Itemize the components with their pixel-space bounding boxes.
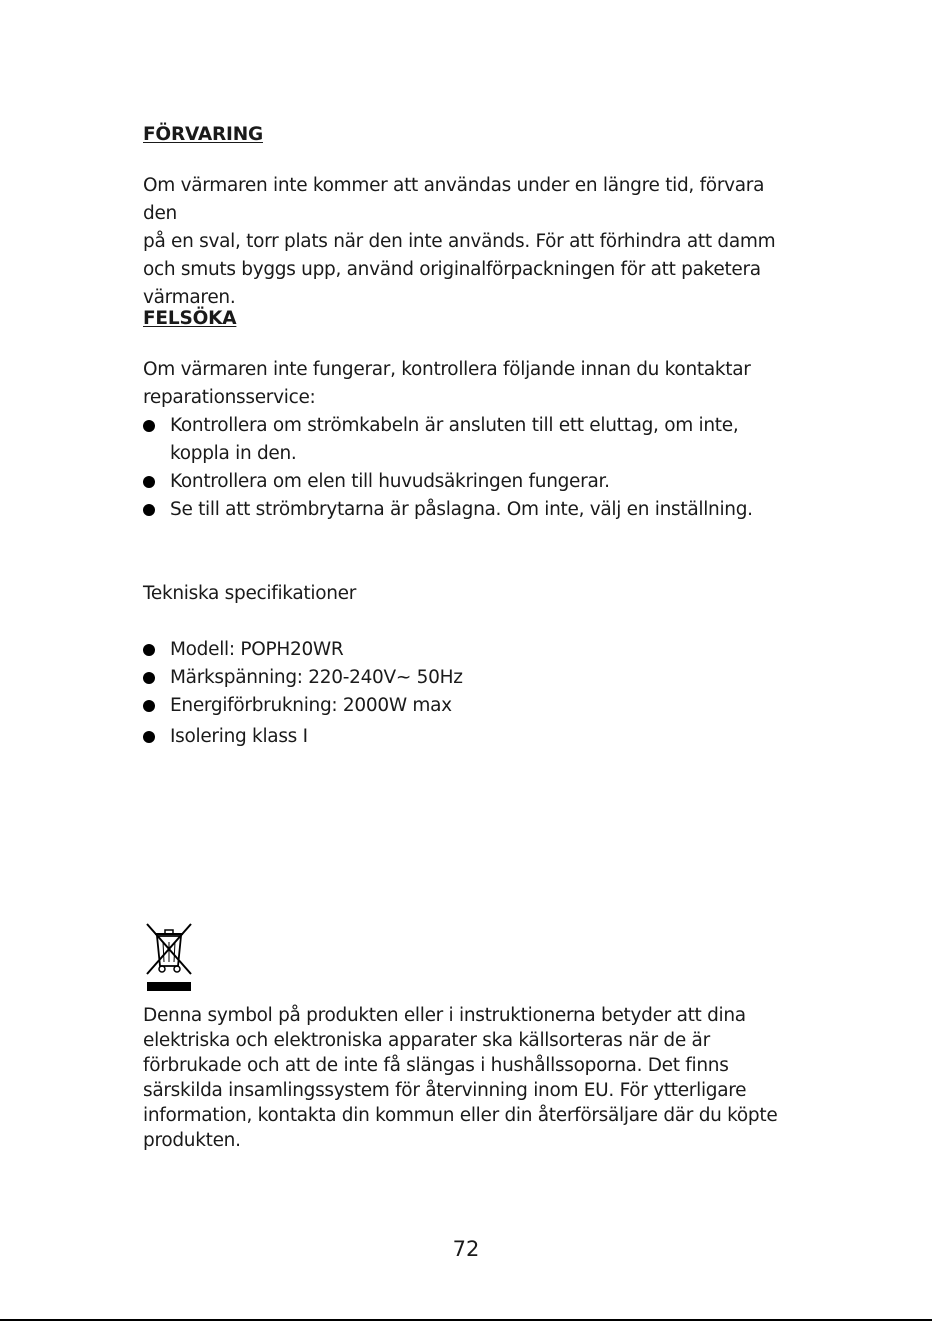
list-item	[143, 412, 803, 468]
paragraph-line: på en sval, torr plats när den inte används. För att förhindra att damm	[143, 231, 776, 252]
troubleshooting-heading: FELSÖKA	[143, 308, 237, 329]
list-item	[143, 664, 803, 692]
troubleshooting-intro	[143, 356, 803, 412]
bullet-icon	[143, 420, 155, 432]
list-item	[143, 496, 803, 524]
bullet-icon	[143, 700, 155, 712]
page-number: 72	[452, 1237, 480, 1261]
paragraph-line: Om värmaren inte kommer att användas under en längre tid, förvara den	[143, 175, 765, 224]
paragraph-line: Om värmaren inte fungerar, kontrollera följande innan du kontaktar	[143, 359, 751, 380]
specs-list	[143, 636, 803, 751]
paragraph-line: reparationsservice:	[143, 387, 316, 408]
list-item-text: Se till att strömbrytarna är påslagna. Om inte, välj en inställning.	[170, 499, 753, 520]
crossed-out-wheelie-bin-icon	[143, 922, 195, 992]
paragraph-line: förbrukade och att de inte få slängas i hushållssoporna. Det finns	[143, 1055, 729, 1076]
list-item-text: koppla in den.	[170, 443, 297, 464]
bullet-icon	[143, 731, 155, 743]
bullet-icon	[143, 672, 155, 684]
paragraph-line: Denna symbol på produkten eller i instruktionerna betyder att dina	[143, 1005, 746, 1026]
storage-heading: FÖRVARING	[143, 124, 263, 145]
bullet-icon	[143, 504, 155, 516]
weee-paragraph	[143, 1003, 793, 1153]
list-item-text: Kontrollera om strömkabeln är ansluten till ett eluttag, om inte,	[170, 415, 739, 436]
paragraph-line: värmaren.	[143, 287, 236, 308]
bullet-icon	[143, 644, 155, 656]
list-item-text: Isolering klass I	[170, 726, 308, 747]
list-item-text: Kontrollera om elen till huvudsäkringen fungerar.	[170, 471, 610, 492]
bottom-divider	[0, 1319, 932, 1321]
list-item	[143, 723, 803, 751]
list-item-text: Modell: POPH20WR	[170, 639, 344, 660]
paragraph-line: information, kontakta din kommun eller din återförsäljare där du köpte	[143, 1105, 778, 1126]
list-item	[143, 468, 803, 496]
list-item	[143, 636, 803, 664]
paragraph-line: särskilda insamlingssystem för återvinning inom EU. För ytterligare	[143, 1080, 747, 1101]
list-item-text: Energiförbrukning: 2000W max	[170, 695, 452, 716]
list-item	[143, 692, 803, 720]
list-item-text: Märkspänning: 220-240V~ 50Hz	[170, 667, 463, 688]
paragraph-line: produkten.	[143, 1130, 241, 1151]
paragraph-line: elektriska och elektroniska apparater ska källsorteras när de är	[143, 1030, 710, 1051]
specs-heading: Tekniska specifikationer	[143, 583, 357, 604]
paragraph-line: och smuts byggs upp, använd originalförpackningen för att paketera	[143, 259, 761, 280]
troubleshooting-list	[143, 412, 803, 524]
storage-paragraph	[143, 172, 803, 312]
bullet-icon	[143, 476, 155, 488]
